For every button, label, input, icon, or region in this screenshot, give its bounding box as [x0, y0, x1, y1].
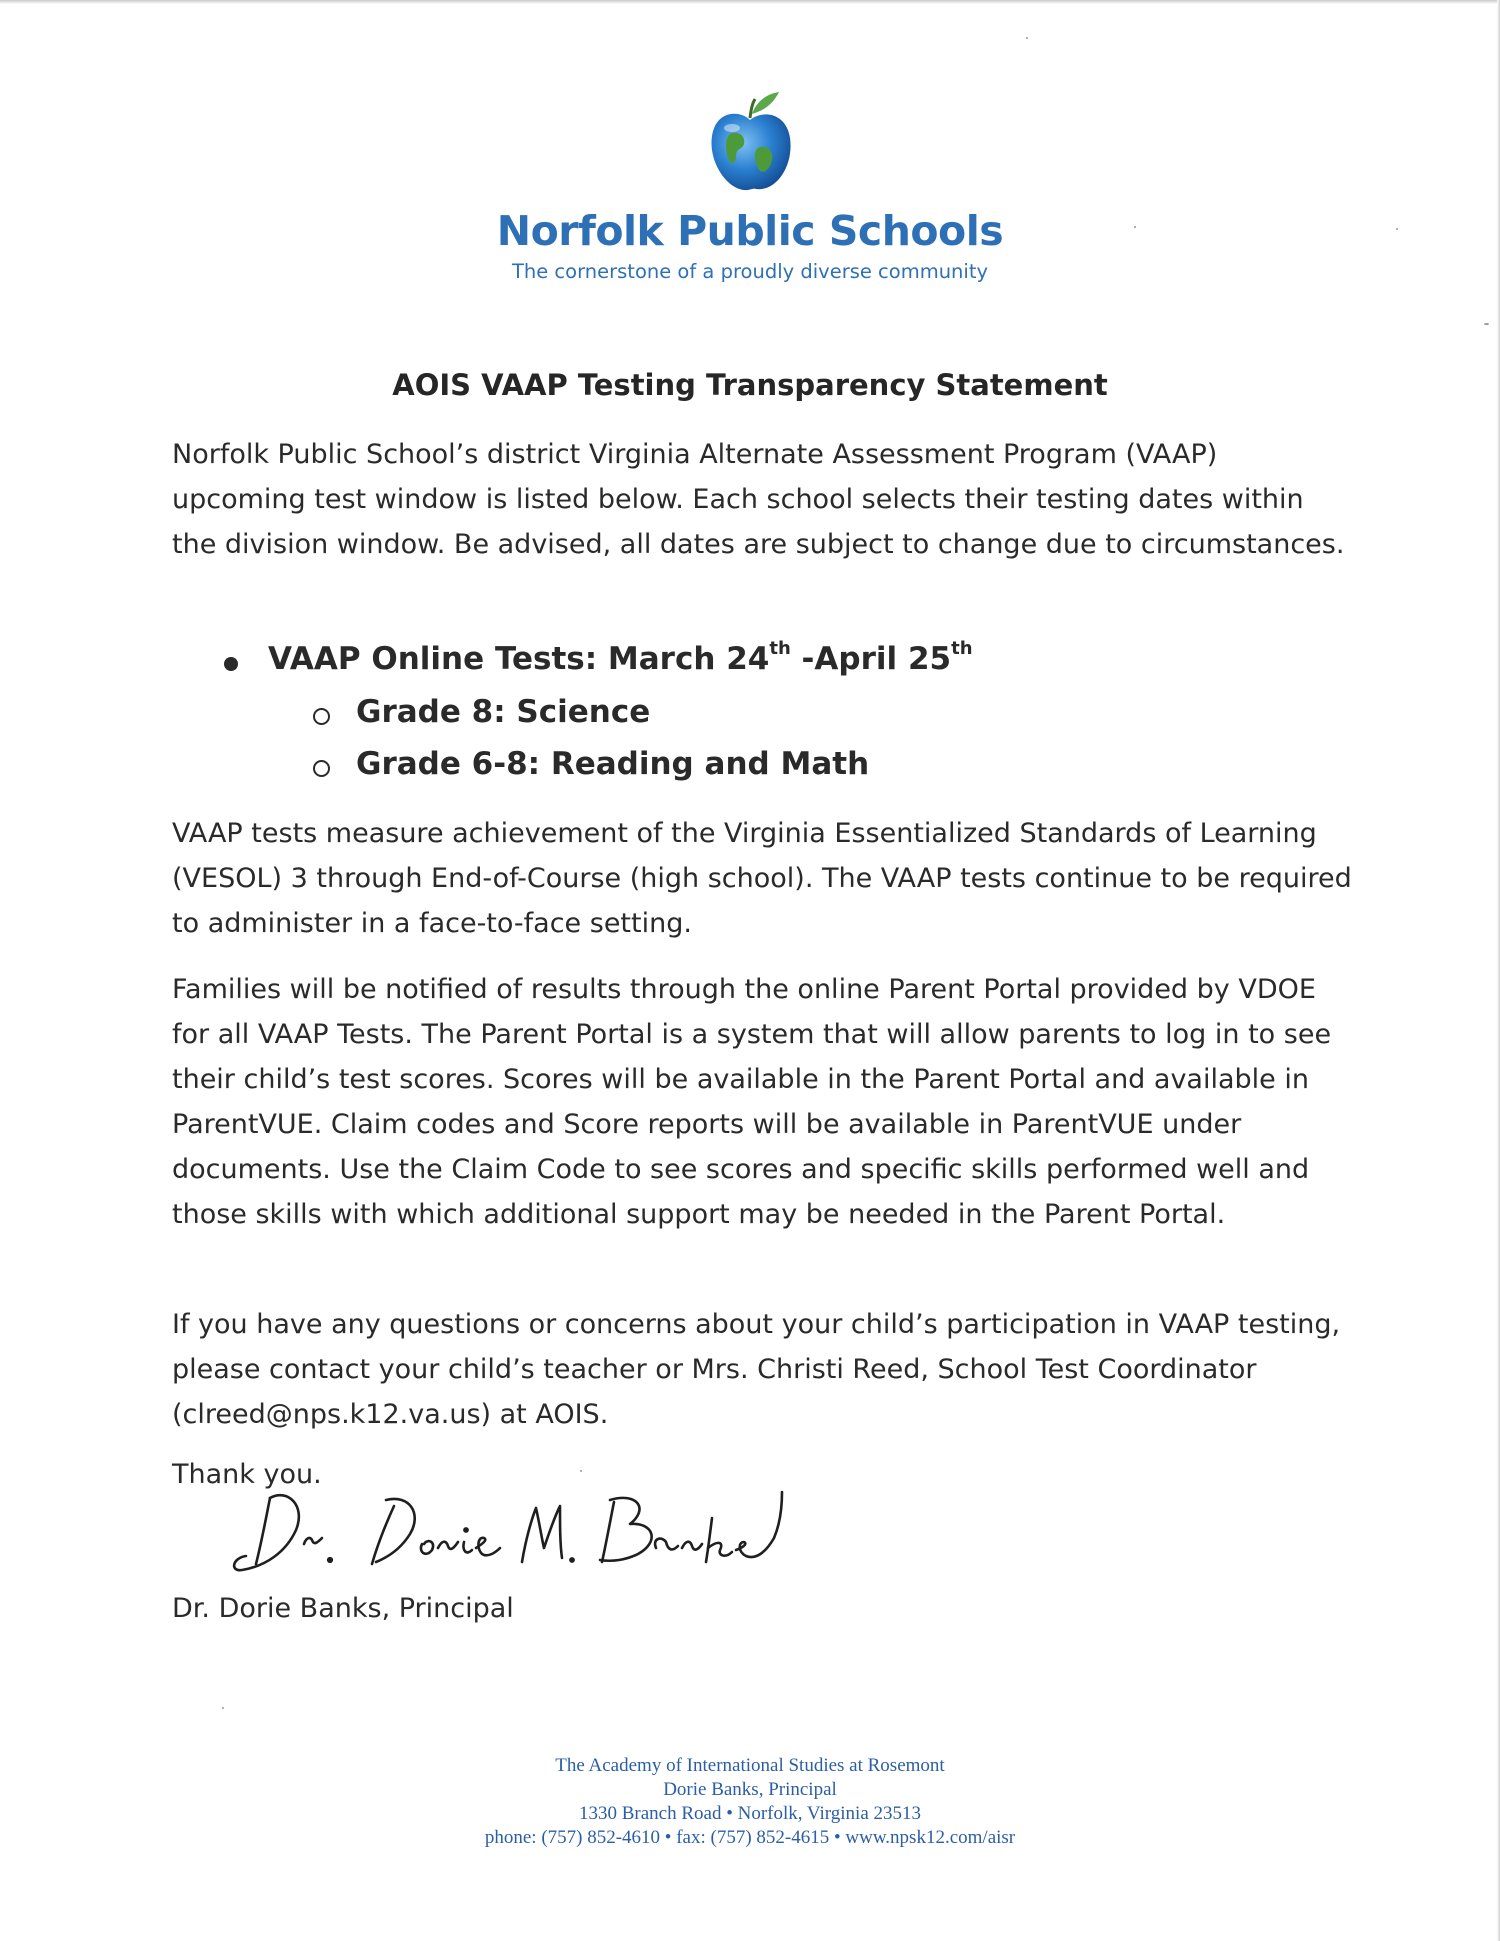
parent-portal-paragraph: Families will be notified of results through the online Parent Portal provided by VDOE for all VAAP Tests. The Parent Portal is a system that will allow parents to log in to see their child’s test scores. Scores will be available in the Parent Portal and available in ParentVUE. Claim codes and Score reports will be available in ParentVUE under documents. Use the Claim Code to see scores and specific skills performed well and those skills with which additional support may be needed in the Parent Portal.	[172, 974, 1332, 1230]
scan-speck	[222, 1707, 224, 1709]
scan-speck	[580, 1470, 582, 1472]
scan-speck	[1026, 37, 1028, 39]
bullet-label-prefix: VAAP Online Tests: March 24	[268, 641, 770, 677]
org-name: Norfolk Public Schools	[496, 207, 1004, 255]
school-footer	[0, 1754, 1500, 1850]
bullet-dot-icon	[224, 657, 238, 671]
footer-school-name: The Academy of International Studies at Rosemont	[555, 1755, 945, 1776]
footer-address: 1330 Branch Road • Norfolk, Virginia 23513	[578, 1803, 922, 1824]
bullet-label-middle: -April 25	[790, 641, 952, 677]
org-tagline: The cornerstone of a proudly diverse community	[511, 260, 989, 283]
sub-bullet-item: Grade 6-8: Reading and Math	[356, 746, 870, 782]
footer-contact: phone: (757) 852-4610 • fax: (757) 852-4615 • www.npsk12.com/aisr	[484, 1827, 1016, 1848]
closing-text: Thank you.	[172, 1459, 322, 1490]
apple-globe-icon	[700, 88, 800, 200]
sub-bullet-item: Grade 8: Science	[356, 694, 651, 730]
circle-bullet-icon	[313, 760, 330, 777]
footer-principal: Dorie Banks, Principal	[663, 1779, 837, 1800]
document-title: AOIS VAAP Testing Transparency Statement	[392, 368, 1108, 402]
vesol-paragraph: VAAP tests measure achievement of the Virginia Essentialized Standards of Learning (VESOL) 3 through End-of-Course (high school). The VAAP tests continue to be required to administer in a face-to-face setting.	[172, 818, 1352, 939]
scan-edge-top	[0, 0, 1500, 4]
contact-paragraph: If you have any questions or concerns about your child’s participation in VAAP testing, please contact your child’s teacher or Mrs. Christi Reed, School Test Coordinator (clreed@nps.k12.va.us) at AOIS.	[172, 1309, 1341, 1430]
handwritten-signature	[226, 1478, 796, 1588]
circle-bullet-icon	[313, 708, 330, 725]
bullet-sup-2: th	[951, 637, 973, 659]
bullet-test-window	[268, 637, 973, 677]
scan-speck	[1484, 323, 1489, 325]
bullet-sup-1: th	[769, 637, 791, 659]
signer-name: Dr. Dorie Banks, Principal	[172, 1593, 514, 1624]
intro-paragraph: Norfolk Public School’s district Virginia Alternate Assessment Program (VAAP) upcoming test window is listed below. Each school selects their testing dates within the division window. Be advised, all dates are subject to change due to circumstances.	[172, 439, 1345, 560]
